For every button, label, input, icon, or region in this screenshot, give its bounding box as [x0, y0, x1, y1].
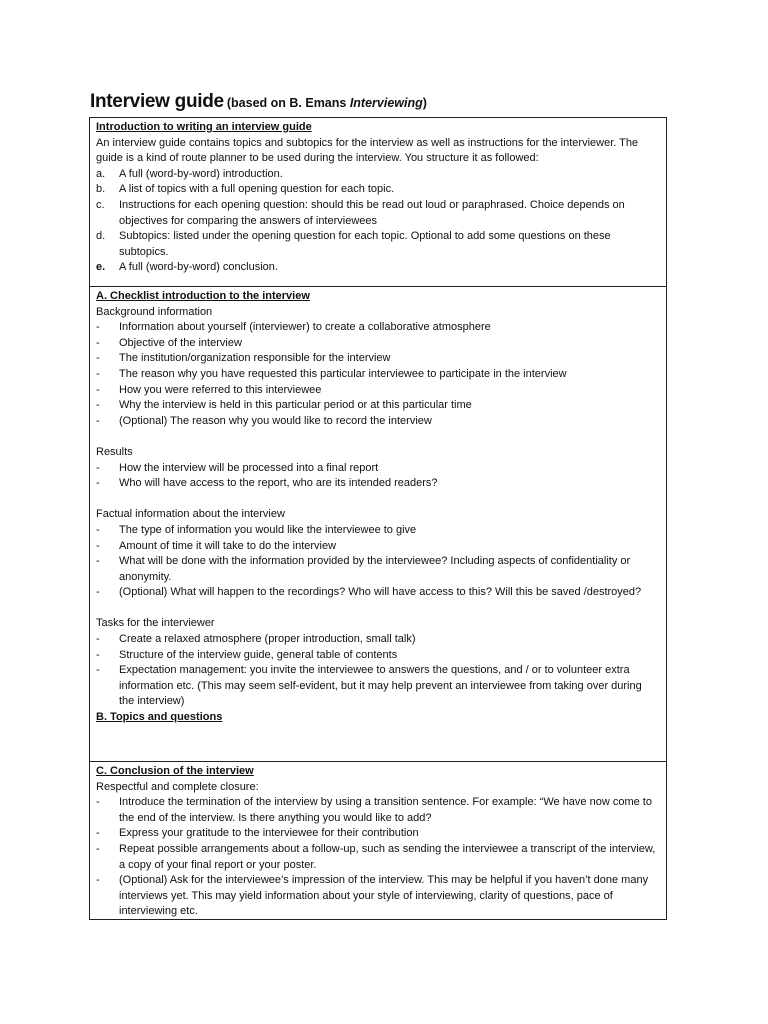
list-marker: e. [96, 261, 106, 274]
list-item [96, 648, 660, 664]
list-item [96, 367, 660, 383]
list-item [96, 663, 660, 710]
page-title [90, 91, 427, 113]
intro-list-item [96, 167, 660, 183]
list-marker: c. [96, 198, 105, 211]
intro-heading: Introduction to writing an interview guide [96, 121, 312, 133]
intro-list-item [96, 182, 660, 198]
dash-marker: - [96, 461, 100, 474]
dash-marker: - [96, 477, 100, 490]
list-item [96, 461, 660, 477]
intro-list-item [96, 260, 660, 276]
list-item-text: Repeat possible arrangements about a follow-up, such as sending the interviewee a transcript of the interview, a copy of your final report or your poster. [119, 842, 656, 871]
section-b-heading: B. Topics and questions [96, 711, 223, 724]
list-item-text: Information about yourself (interviewer) to create a collaborative atmosphere [119, 321, 491, 334]
list-item-text: The institution/organization responsible for the interview [119, 352, 391, 365]
title-sub-suffix: ) [422, 96, 427, 110]
list-item [96, 873, 660, 920]
list-item-text: What will be done with the information provided by the interviewee? Including aspects of confidentiality or anonymity. [119, 555, 631, 583]
spacer [96, 601, 660, 617]
dash-marker: - [96, 842, 100, 855]
list-item-text: Express your gratitude to the interviewee for their contribution [119, 827, 419, 840]
list-item-text: A full (word-by-word) introduction. [119, 167, 283, 180]
list-item-text: Structure of the interview guide, general table of contents [119, 648, 398, 661]
list-item-text: (Optional) Ask for the interviewee’s impression of the interview. This may be helpful if you haven’t done many interviews yet. This may yield information about your style of interviewing, clarity of questions, pace of interviewing etc. [119, 874, 649, 918]
dash-marker: - [96, 414, 100, 427]
list-item-text: Why the interview is held in this particular period or at this particular time [119, 399, 472, 412]
list-item-text: Who will have access to the report, who are its intended readers? [119, 477, 438, 490]
list-item-text: Subtopics: listed under the opening question for each topic. Optional to add some questions on these subtopics. [119, 230, 611, 258]
list-item [96, 826, 660, 842]
list-item [96, 351, 660, 367]
factual-list [96, 523, 660, 601]
group-label-factual: Factual information about the interview [96, 508, 285, 521]
title-subtitle [227, 96, 427, 110]
dash-marker: - [96, 539, 100, 552]
title-sub-prefix: (based on B. Emans [226, 96, 350, 110]
dash-marker: - [96, 555, 100, 568]
list-marker: d. [96, 230, 106, 243]
spacer [96, 492, 660, 508]
dash-marker: - [96, 586, 100, 599]
list-item [96, 398, 660, 414]
list-item-text: How you were referred to this interviewee [119, 383, 322, 396]
list-item [96, 320, 660, 336]
section-a-heading: A. Checklist introduction to the interview [96, 290, 310, 302]
list-item [96, 585, 660, 601]
spacer [96, 429, 660, 445]
list-item-text: (Optional) What will happen to the recordings? Who will have access to this? Will this be saved /destroyed? [119, 586, 642, 599]
list-item-text: Objective of the interview [119, 336, 242, 349]
dash-marker: - [96, 399, 100, 412]
group-label-results: Results [96, 445, 133, 458]
dash-marker: - [96, 648, 100, 661]
list-item [96, 336, 660, 352]
list-item [96, 539, 660, 555]
closure-list [96, 795, 660, 920]
list-item-text: Expectation management: you invite the interviewee to answers the questions, and / or to volunteer extra information etc. (This may seem self-evident, but it may help prevent an interviewee from taking over during the interview) [119, 664, 642, 708]
list-item [96, 632, 660, 648]
dash-marker: - [96, 367, 100, 380]
list-item-text: Introduce the termination of the interview by using a transition sentence. For example: “We have now come to the end of the interview. Is there anything you would like to add? [119, 796, 652, 824]
list-item [96, 842, 660, 873]
list-item-text: Amount of time it will take to do the interview [119, 539, 337, 552]
list-item [96, 383, 660, 399]
list-item-text: How the interview will be processed into a final report [119, 461, 379, 474]
intro-paragraph: An interview guide contains topics and subtopics for the interview as well as instructions for the interviewer. The guide is a kind of route planner to be used during the interview. You structure it as followed: [96, 136, 639, 165]
group-label-background: Background information [96, 305, 213, 318]
list-item-text: A list of topics with a full opening question for each topic. [119, 183, 395, 196]
intro-list [96, 167, 660, 276]
dash-marker: - [96, 874, 100, 887]
dash-marker: - [96, 352, 100, 365]
group-label-closure: Respectful and complete closure: [96, 780, 259, 793]
dash-marker: - [96, 523, 100, 536]
title-main: Interview guide [90, 91, 224, 112]
list-marker: b. [96, 183, 106, 196]
results-list [96, 461, 660, 492]
background-list [96, 320, 660, 429]
dash-marker: - [96, 321, 100, 334]
interview-guide-table [89, 117, 667, 920]
list-item-text: Instructions for each opening question: should this be read out loud or paraphrased. Choice depends on objectives for comparing the answers of interviewees [119, 198, 625, 227]
list-item [96, 476, 660, 492]
list-item [96, 414, 660, 430]
section-a-cell [90, 286, 666, 761]
list-item-text: (Optional) The reason why you would like to record the interview [119, 414, 432, 427]
title-sub-italic: Interviewing [349, 96, 423, 110]
list-item-text: The type of information you would like the interviewee to give [119, 523, 417, 536]
list-item-text: Create a relaxed atmosphere (proper introduction, small talk) [119, 633, 416, 646]
dash-marker: - [96, 383, 100, 396]
intro-list-item [96, 198, 660, 229]
dash-marker: - [96, 336, 100, 349]
list-item [96, 795, 660, 826]
dash-marker: - [96, 664, 100, 677]
dash-marker: - [96, 827, 100, 840]
list-marker: a. [96, 167, 106, 180]
list-item [96, 523, 660, 539]
dash-marker: - [96, 796, 100, 809]
section-c-cell [90, 761, 666, 919]
list-item-text: The reason why you have requested this particular interviewee to participate in the interview [119, 367, 567, 380]
intro-cell [90, 118, 666, 286]
intro-list-item [96, 229, 660, 260]
tasks-list [96, 632, 660, 710]
list-item [96, 554, 660, 585]
section-c-heading: C. Conclusion of the interview [96, 765, 254, 777]
group-label-tasks: Tasks for the interviewer [96, 617, 215, 630]
dash-marker: - [96, 633, 100, 646]
list-item-text: A full (word-by-word) conclusion. [119, 261, 278, 274]
